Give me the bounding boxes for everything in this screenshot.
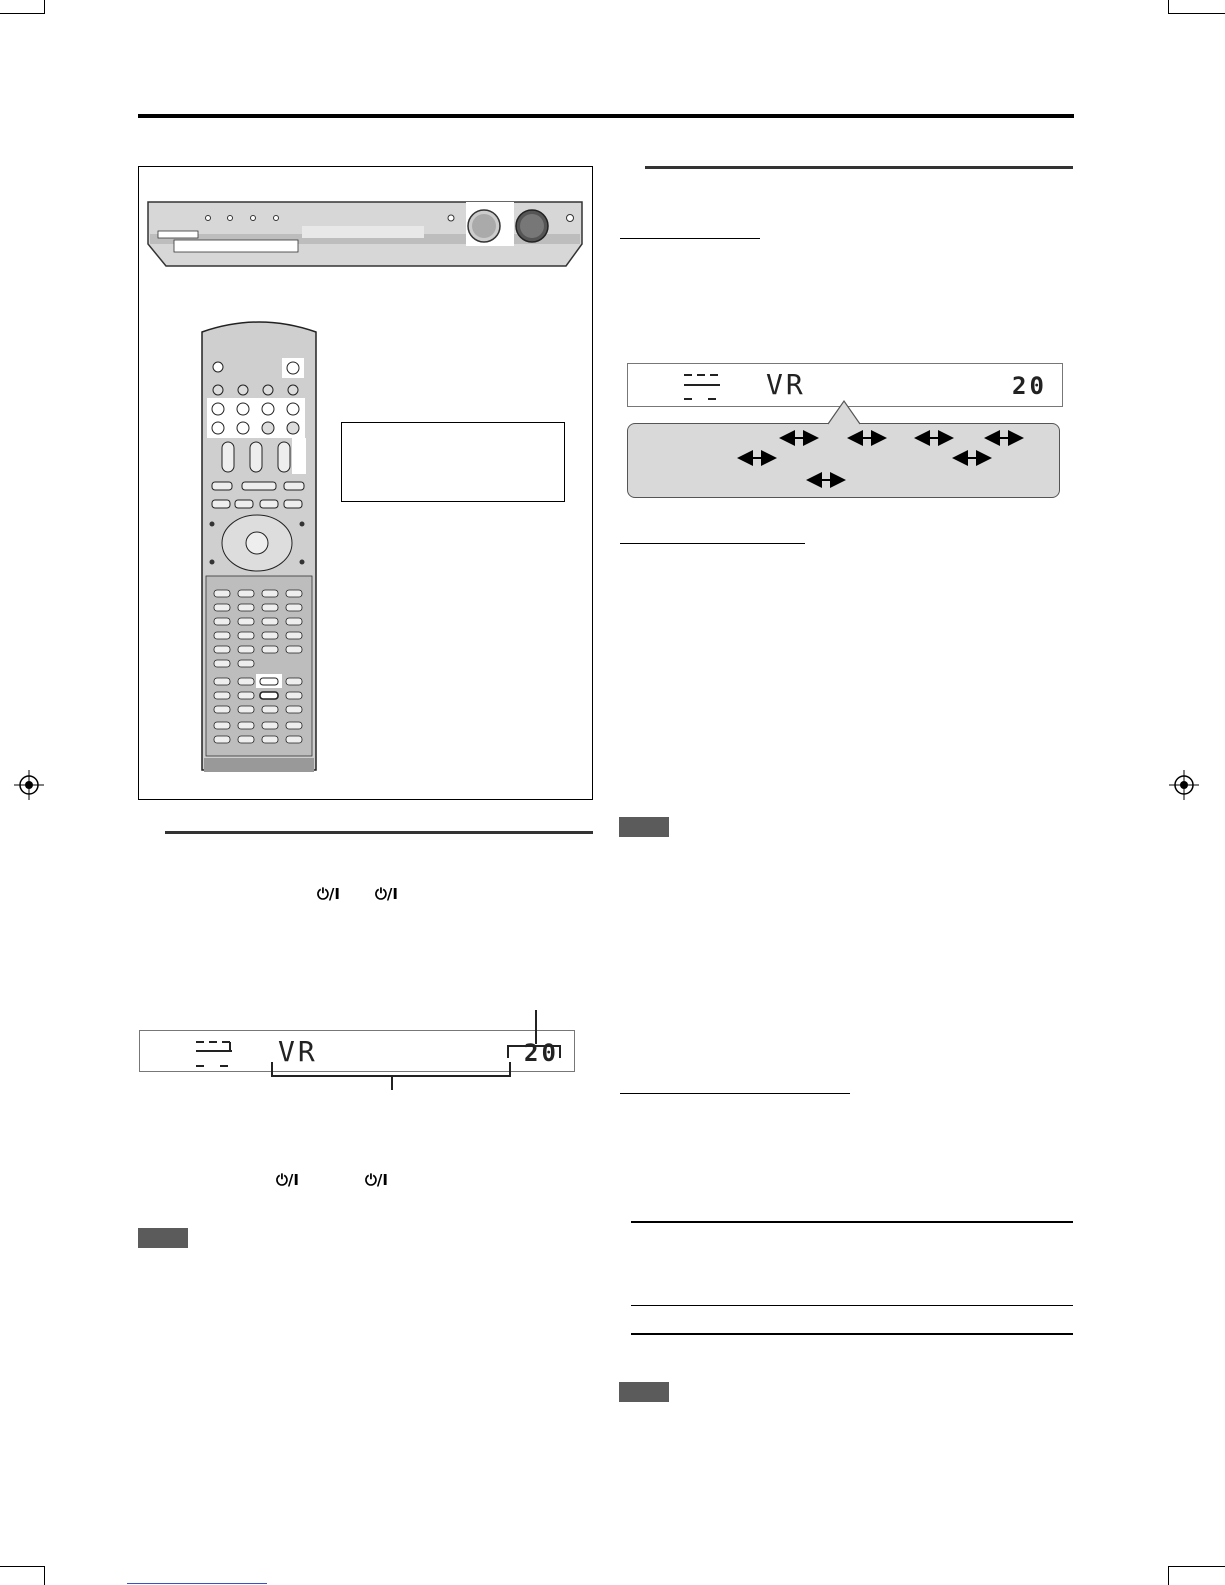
note-tag [138, 1228, 188, 1248]
receiver-illustration [146, 198, 586, 270]
subheading-rule [620, 238, 760, 239]
table-rule [631, 1305, 1073, 1306]
power-symbol: ⏻/I [375, 885, 398, 903]
volume-text: 20 [524, 1039, 559, 1067]
source-text: VR [278, 1035, 318, 1068]
callout-lines [260, 1010, 570, 1092]
note-tag [619, 1382, 669, 1402]
table-rule [631, 1221, 1073, 1223]
table-rule [631, 1333, 1073, 1335]
registration-mark-icon [1169, 770, 1199, 800]
power-symbol: ⏻/I [365, 1171, 388, 1189]
source-text: VR [766, 368, 806, 401]
registration-mark-icon [14, 770, 44, 800]
subheading-rule [620, 1093, 850, 1094]
remote-control-illustration [198, 318, 320, 773]
subheading-rule [620, 543, 805, 544]
volume-text: 20 [1012, 372, 1047, 400]
callout-box [341, 422, 565, 502]
footer-link[interactable] [127, 1583, 267, 1584]
surround-indicator-icon [682, 372, 726, 402]
note-tag [619, 817, 669, 837]
arrow-icon-group [627, 423, 1060, 498]
surround-indicator-icon [194, 1039, 238, 1069]
power-symbol: ⏻/I [317, 885, 340, 903]
page-header-rule [138, 114, 1074, 118]
popup-pointer [826, 399, 862, 425]
section-rule-left [165, 831, 593, 834]
section-rule-right [645, 166, 1073, 169]
power-symbol: ⏻/I [276, 1171, 299, 1189]
